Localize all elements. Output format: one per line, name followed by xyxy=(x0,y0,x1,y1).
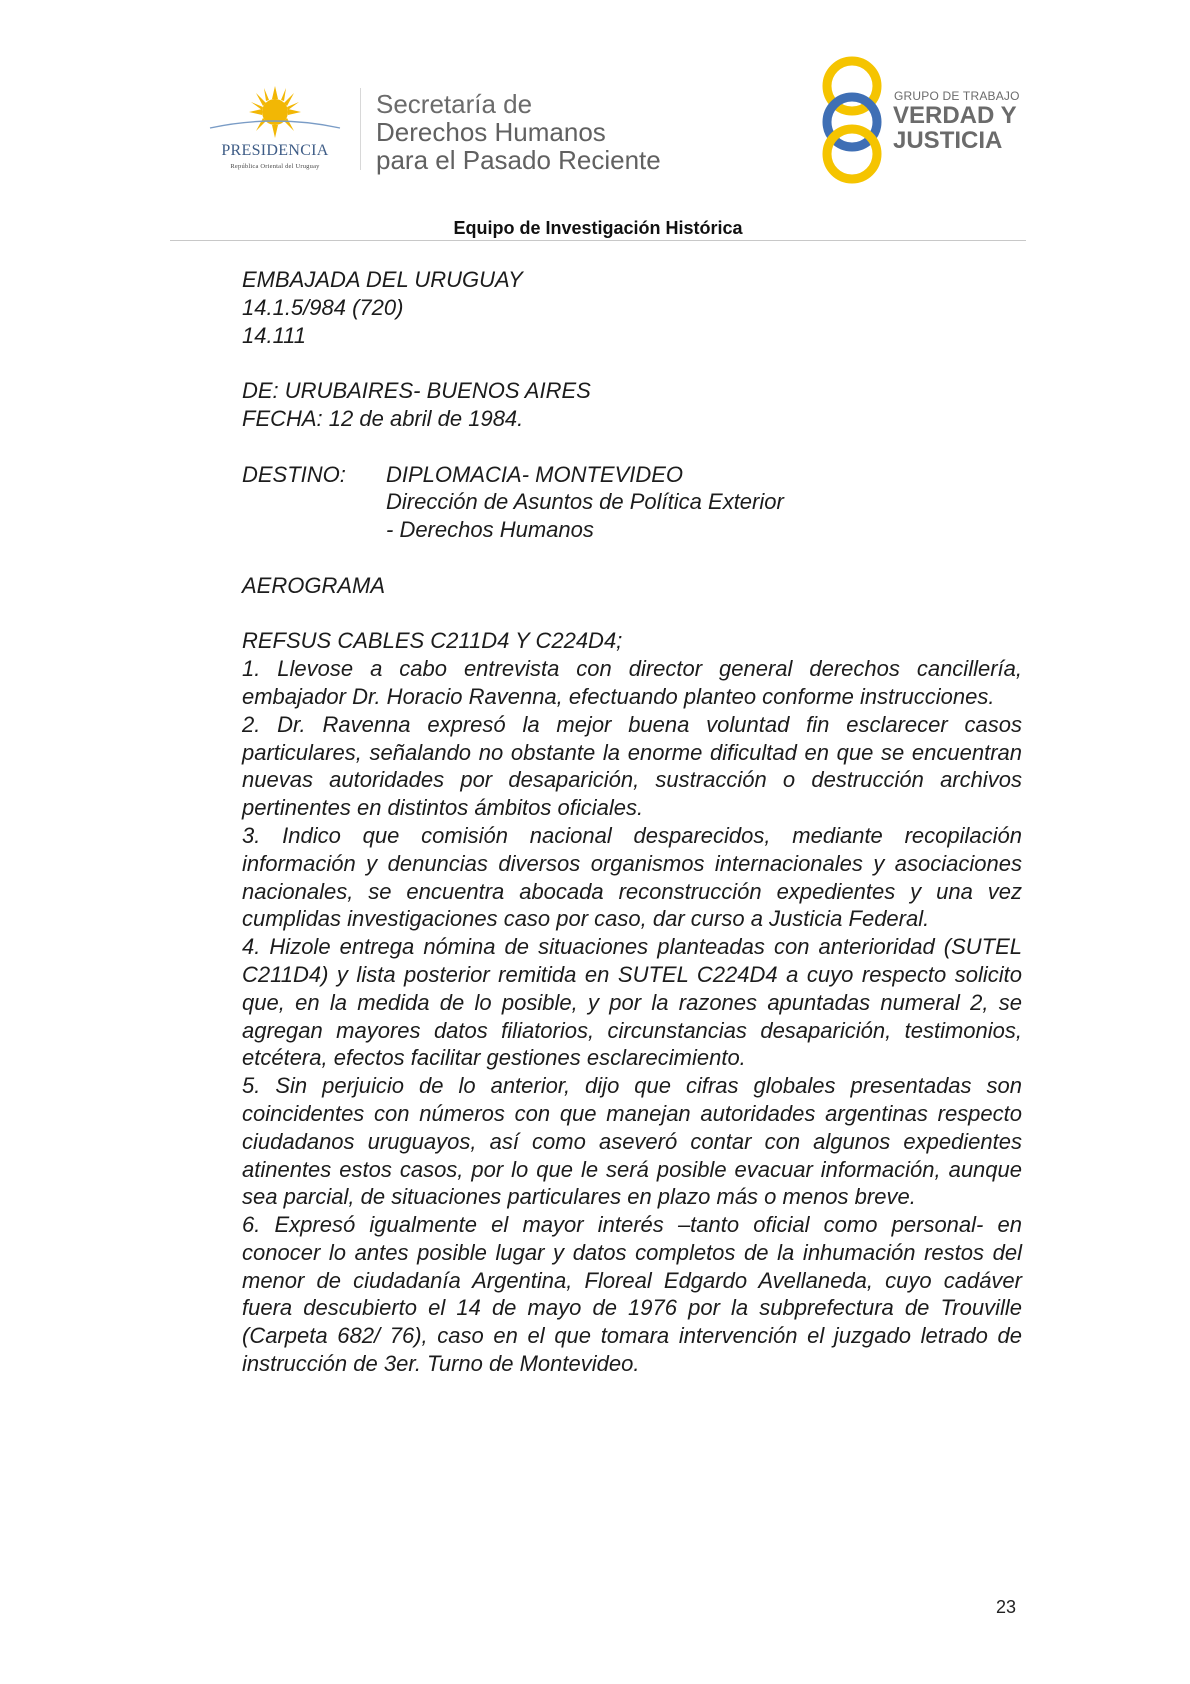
refsus-line: REFSUS CABLES C211D4 Y C224D4; xyxy=(242,628,623,654)
grupo-line-2: VERDAD Y xyxy=(893,102,1017,129)
secretaria-line-2: Derechos Humanos xyxy=(376,117,606,147)
page-number: 23 xyxy=(996,1597,1017,1617)
destination-line: Dirección de Asuntos de Política Exterior xyxy=(386,489,784,515)
destination-label: DESTINO: xyxy=(242,461,346,487)
secretaria-logo xyxy=(376,90,661,174)
paragraph-2: 2. Dr. Ravenna expresó la mejor buena voluntad fin esclarecer casos particulares, señalando no obstante la enorme dificultad en que se encuentran nuevas autoridades por desaparición, sustracción o destrucción archivos pertinentes en distintos ámbitos oficiales. xyxy=(242,711,1022,821)
presidencia-subtitle: República Oriental del Uruguay xyxy=(230,163,320,170)
grupo-line-3: JUSTICIA xyxy=(893,127,1003,154)
grupo-line-1: GRUPO DE TRABAJO xyxy=(894,89,1020,103)
rings-icon xyxy=(818,56,888,184)
sun-icon xyxy=(196,84,354,144)
date-line: FECHA: 12 de abril de 1984. xyxy=(242,405,524,431)
secretaria-line-1: Secretaría de xyxy=(376,89,533,119)
destination-line: DIPLOMACIA- MONTEVIDEO xyxy=(386,461,684,487)
reference-line-1: 14.1.5/984 (720) xyxy=(242,294,404,320)
paragraph-3: 3. Indico que comisión nacional desparecidos, mediante recopilación información y denuncias diversos organismos internacionales y asociaciones nacionales, se encuentra abocada reconstrucción expedientes y una vez cumplidas investigaciones caso por caso, dar curso a Justicia Federal. xyxy=(242,822,1022,932)
reference-line-2: 14.111 xyxy=(242,322,307,348)
secretaria-line-3: para el Pasado Reciente xyxy=(376,145,661,175)
paragraph-6: 6. Expresó igualmente el mayor interés –tanto oficial como personal- en conocer lo antes posible lugar y datos completos de la inhumación restos del menor de ciudadanía Argentina, Floreal Edgardo Avellaneda, cuyo cadáver fuera descubierto el 14 de mayo de 1976 por la subprefectura de Trouville (Carpeta 682/ 76), caso en el que tomara intervención el juzgado letrado de instrucción de 3er. Turno de Montevideo. xyxy=(242,1212,1022,1377)
document-body xyxy=(242,266,1022,1378)
paragraph-5: 5. Sin perjuicio de lo anterior, dijo que cifras globales presentadas son coincidentes con números con que manejan autoridades argentinas respecto ciudadanos uruguayos, así como aseveró contar con algunos expedientes atinentes estos casos, por lo que le será posible evacuar información, aunque sea parcial, de situaciones particulares en plazo más o menos breve. xyxy=(242,1073,1022,1210)
presidencia-name: PRESIDENCIA xyxy=(221,142,329,159)
destination-block xyxy=(242,461,1022,544)
team-header: Equipo de Investigación Histórica xyxy=(453,218,743,238)
header-rule xyxy=(170,240,1026,241)
document-type: AEROGRAMA xyxy=(242,572,386,598)
presidencia-logo xyxy=(196,84,354,174)
paragraph-1: 1. Llevose a cabo entrevista con director general derechos cancillería, embajador Dr. Horacio Ravenna, efectuando planteo conforme instrucciones. xyxy=(242,656,1022,709)
verdad-justicia-logo xyxy=(818,56,1018,184)
embassy-line: EMBAJADA DEL URUGUAY xyxy=(242,267,523,292)
paragraph-4: 4. Hizole entrega nómina de situaciones planteadas con anterioridad (SUTEL C211D4) y lista posterior remitida en SUTEL C224D4 a cuyo respecto solicito que, en la medida de lo posible, y por la razones apuntadas numeral 2, se agregan mayores datos filiatorios, circunstancias desaparición, testimonios, etcétera, efectos facilitar gestiones esclarecimiento. xyxy=(242,934,1022,1071)
destination-line: - Derechos Humanos xyxy=(386,517,594,543)
from-line: DE: URUBAIRES- BUENOS AIRES xyxy=(242,378,591,404)
logo-divider xyxy=(360,88,361,170)
